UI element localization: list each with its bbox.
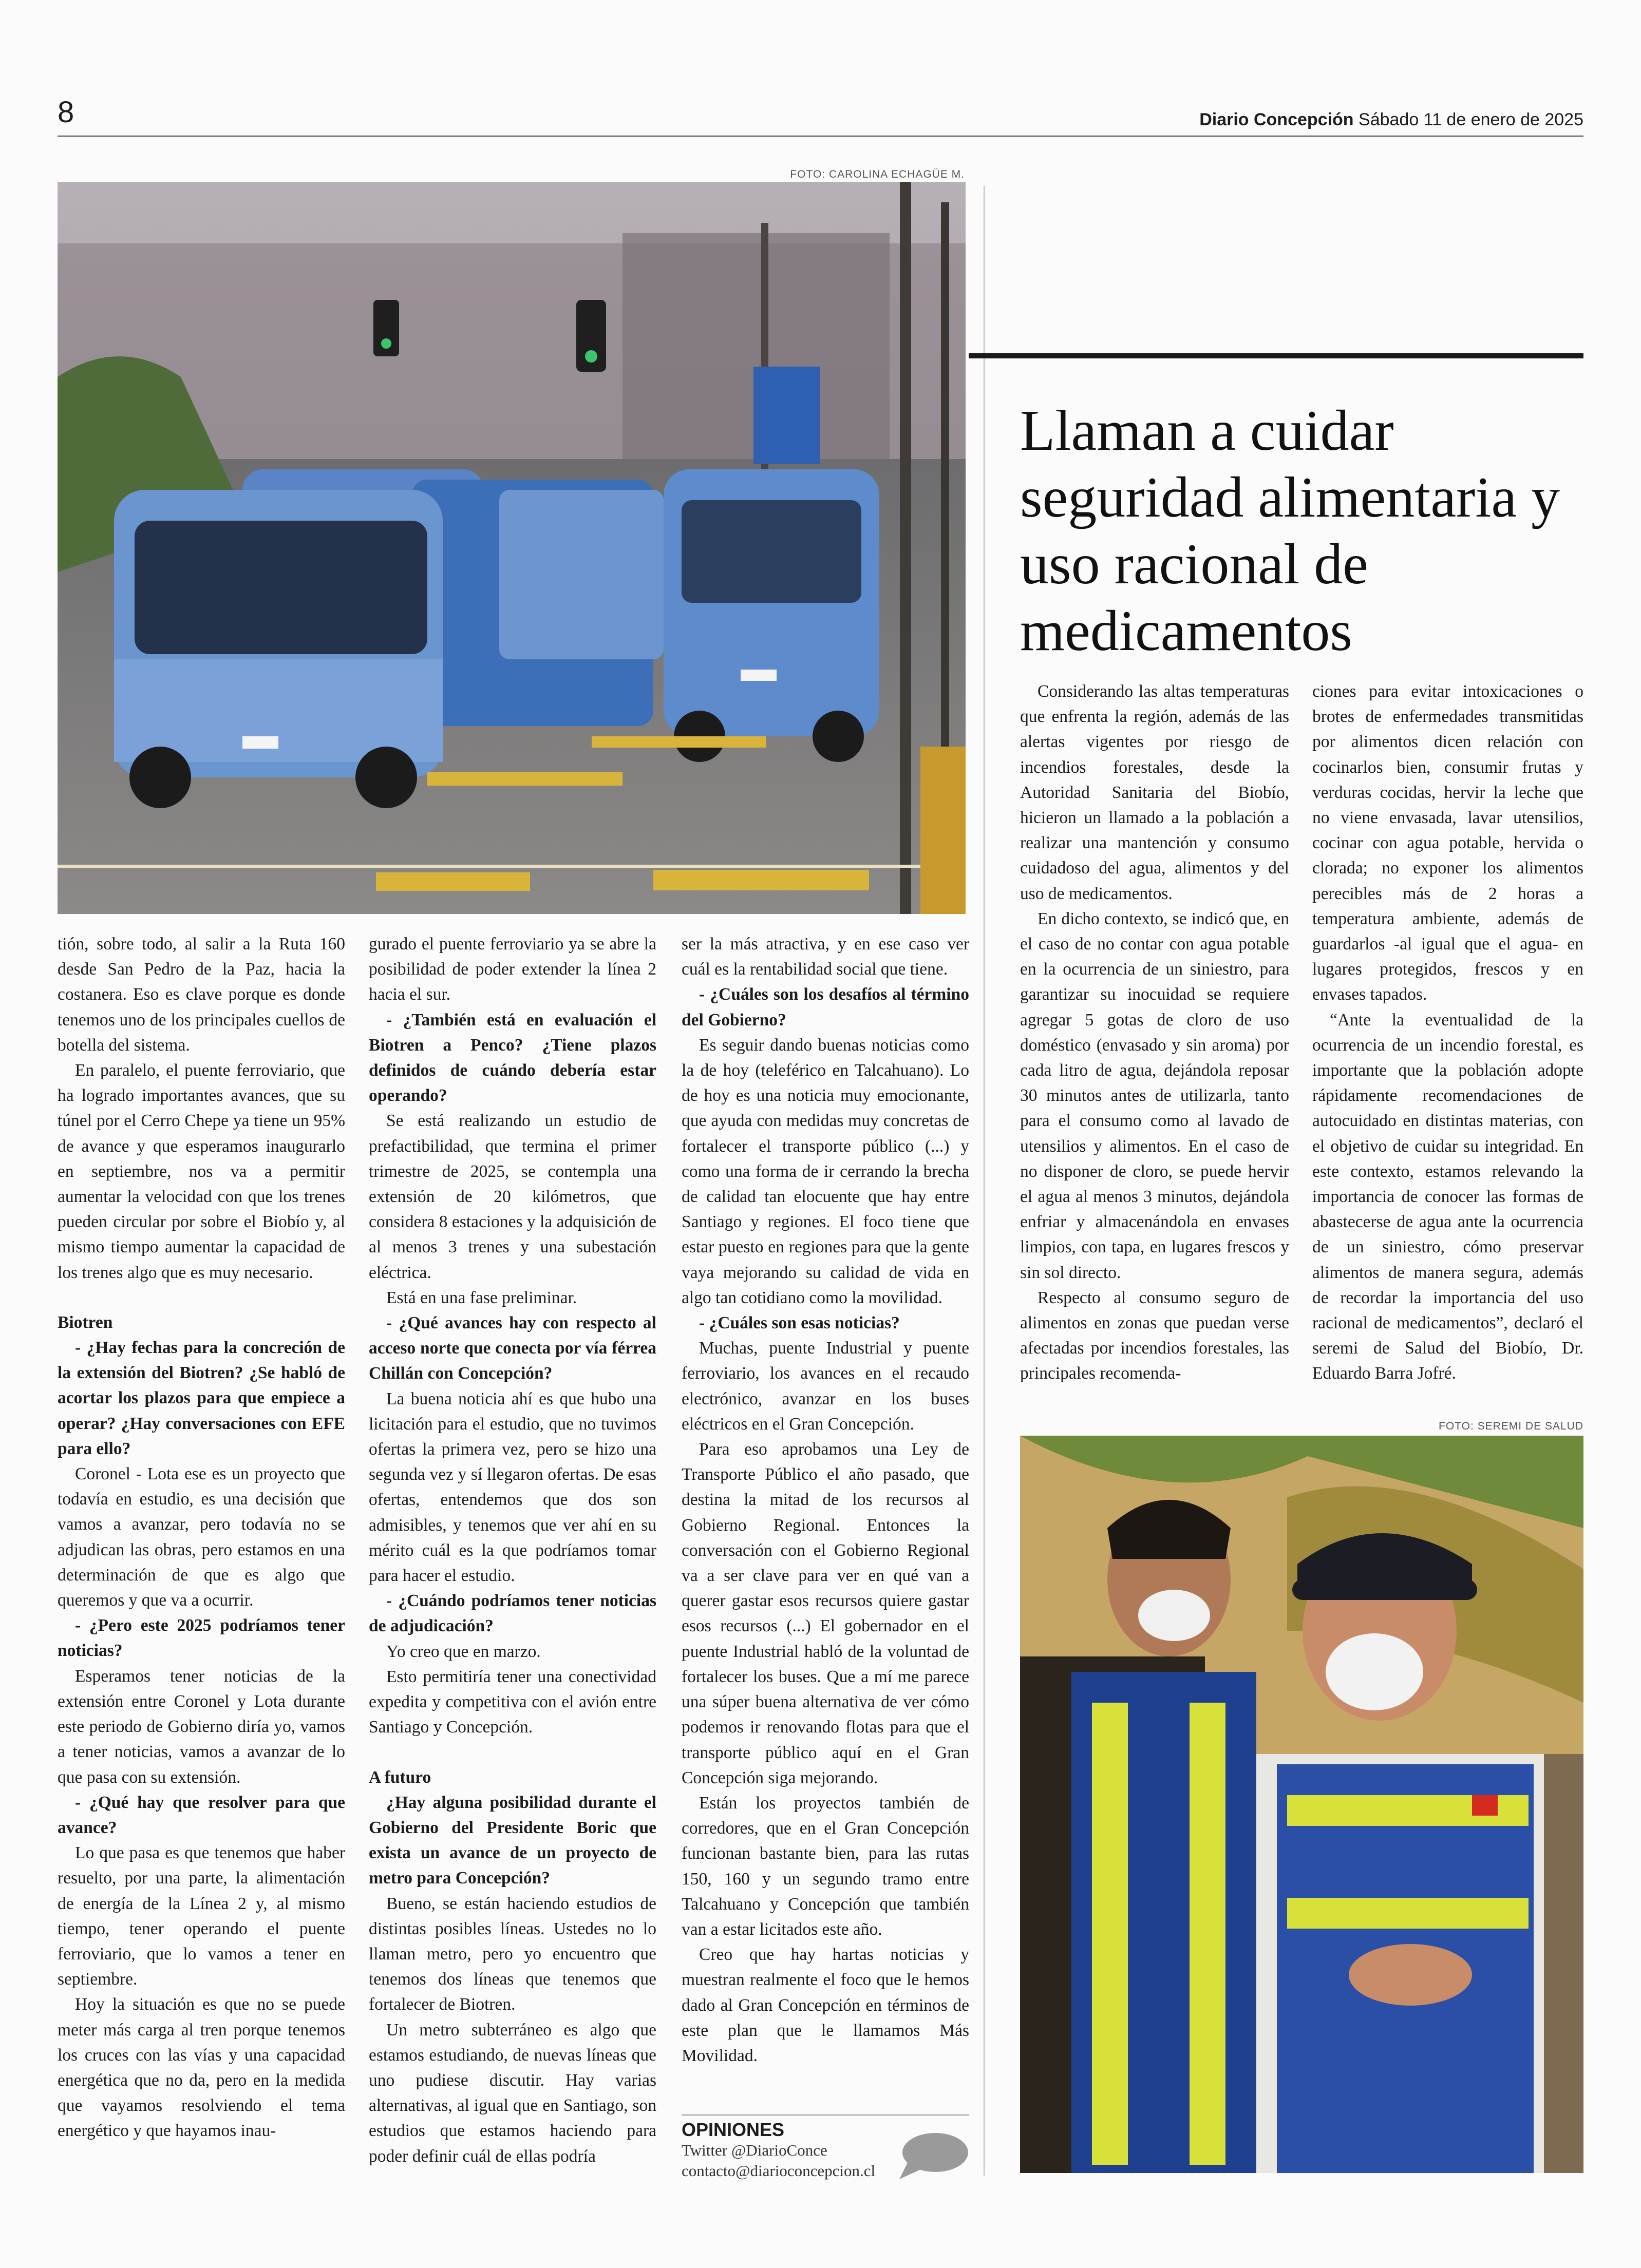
opinion-twitter[interactable]: Twitter @DiarioConce [682,2141,827,2159]
opinion-email[interactable]: contacto@diarioconcepcion.cl [682,2162,876,2180]
bus-photo [58,182,966,914]
article1-col3-question-1: - ¿Cuáles son los desafíos al término del Gobierno? [682,985,969,1030]
article1-col1-paragraph-4: Coronel - Lota ese es un proyecto que todavía en estudio, es una decisión que vamos a avanzar, pero todavía no se adjudican las obras, pero estamos en una determinación de que es algo que queremos y que va a ocurrir. [58,1464,345,1610]
article1-col1-paragraph-1: En paralelo, el puente ferroviario, que ha logrado importantes avances, que su túnel por el Cerro Chepe ya tiene un 95% de avance y que esperamos inaugurarlo en septiembre, nos va a permitir aumentar la velocidad con que los trenes pueden circular por sobre el Biobío y, al mismo tiempo aumentar la capacidad de los trenes algo que es muy necesario. [58,1061,345,1282]
article1-col1-subhead-2: Biotren [58,1312,113,1332]
opinion-box [682,2114,969,2181]
article1-col2-paragraph-0: gurado el puente ferroviario ya se abre la posibilidad de poder extender la línea 2 hacia el sur. [369,935,656,1004]
article1-col1-question-5: - ¿Pero este 2025 podríamos tener noticias? [58,1616,345,1661]
article2-col2-paragraph-1: “Ante la eventualidad de la ocurrencia de un incendio forestal, es importante que la población adopte rápidamente recomendaciones de autocuidado en distintas materias, con el objetivo de cuidar su integridad. En este contexto, estamos relevando la importancia de conocer las formas de abastecerse de agua ante la ocurrencia de un siniestro, cómo preservar alimentos de manera segura, además de recordar la importancia del uso racional de medicamentos”, declaró el seremi de Salud del Biobío, Dr. Eduardo Barra Jofré. [1312,1010,1583,1383]
article2-headline: Llaman a cuidar seguridad alimentaria y uso racional de medicamentos [1020,399,1560,663]
article1-column3 [682,931,969,2068]
article1-column2 [369,931,656,2169]
column-divider [984,186,985,2176]
speech-bubble-icon [897,2131,969,2181]
article1-col3-paragraph-5: Para eso aprobamos una Ley de Transporte Público el año pasado, que destina la mitad de los recursos al Gobierno Regional. Entonces la conversación con el Gobierno Regional va a ser clave para ver en qué van a querer gastar esos recursos quiere gastar esos recursos (...) El gobernador en el puente Industrial habló de la voluntad de fortalecer los buses. Que a mí me parece una súper buena alternativa de ver cómo podemos ir renovando flotas para que el transporte público aquí en el Gran Concepción siga mejorando. [682,1440,969,1787]
masthead [1199,110,1583,130]
article1-col2-question-1: - ¿También está en evaluación el Biotren a Penco? ¿Tiene plazos definidos de cuándo debería estar operando? [369,1010,656,1106]
photo2-credit: FOTO: SEREMI DE SALUD [1439,1420,1583,1432]
article1-col1-question-7: - ¿Qué hay que resolver para que avance? [58,1793,345,1837]
article2-col1-paragraph-0: Considerando las altas temperaturas que enfrenta la región, además de las alertas vigentes por riesgo de incendios forestales, desde la Autoridad Sanitaria del Biobío, hicieron un llamado a la población a realizar una mantención y consumo cuidadoso del agua, alimentos y del uso de medicamentos. [1020,682,1289,903]
article1-col2-question-10: ¿Hay alguna posibilidad durante el Gobierno del Presidente Boric que exista un avance de un proyecto de metro para Concepción? [369,1793,656,1888]
photo1-credit: FOTO: CAROLINA ECHAGÜE M. [790,168,965,180]
article1-col1-paragraph-0: tión, sobre todo, al salir a la Ruta 160 desde San Pedro de la Paz, hacia la costanera. Eso es clave porque es donde tenemos uno de los principales cuellos de botella del sistema. [58,935,345,1055]
article1-col2-question-4: - ¿Qué avances hay con respecto al acceso norte que conecta por vía férrea Chillán con Concepción? [369,1313,656,1383]
article1-column1 [58,931,345,2144]
article1-col3-paragraph-4: Muchas, puente Industrial y puente ferroviario, los avances en el recaudo electrónico, avanzar en los buses eléctricos en el Gran Concepción. [682,1339,969,1434]
article1-col2-paragraph-12: Un metro subterráneo es algo que estamos estudiando, de nuevas líneas que uno pudiese discutir. Hay varias alternativas, al igual que en Santiago, son estudios que estamos haciendo para poder definir cuál de ellas podría [369,2020,656,2166]
article1-col2-subhead-9: A futuro [369,1767,431,1787]
article2-col1-paragraph-1: En dicho contexto, se indicó que, en el caso de no contar con agua potable en la ocurrencia de un siniestro, para garantizar su inocuidad se requiere agregar 5 gotas de cloro de uso doméstico (envasado y sin aroma) por cada litro de agua, dejándola reposar 30 minutos antes de utilizarla, tanto para el consumo como al lavado de utensilios y alimentos. En el caso de no disponer de cloro, se puede hervir el agua al menos 3 minutos, dejándola enfriar y almacenándola en envases limpios, con tapa, en lugares frescos y sin sol directo. [1020,909,1289,1282]
article1-col1-question-3: - ¿Hay fechas para la concreción de la extensión del Biotren? ¿Se habló de acortar los plazos para que empiece a operar? ¿Hay conversaciones con EFE para ello? [58,1338,345,1458]
article1-col2-question-6: - ¿Cuándo podríamos tener noticias de adjudicación? [369,1591,656,1636]
article1-col1-paragraph-8: Lo que pasa es que tenemos que haber resuelto, por una parte, la alimentación de energía de la Línea 2 y, al mismo tiempo, tener operando el puente ferroviario, que lo vamos a tener en septiembre. [58,1843,345,1989]
article1-col2-paragraph-2: Se está realizando un estudio de prefactibilidad, que termina el primer trimestre de 2025, se contempla una extensión de 20 kilómetros, que considera 8 estaciones y la adquisición de al menos 3 trenes y una subestación eléctrica. [369,1111,657,1282]
issue-date: Sábado 11 de enero de 2025 [1359,110,1583,129]
article1-col2-paragraph-7: Yo creo que en marzo. [386,1642,541,1661]
article2-col1-paragraph-2: Respecto al consumo seguro de alimentos en zonas que puedan verse afectadas por incendios forestales, las principales recomenda- [1020,1288,1289,1383]
page-number: 8 [58,96,74,129]
article1-col2-paragraph-8: Esto permitiría tener una conectividad expedita y competitiva con el avión entre Santiago y Concepción. [369,1667,656,1737]
article1-col1-paragraph-9: Hoy la situación es que no se puede meter más carga al tren porque tenemos los cruces con las vías y una capacidad energética que no da, pero en la medida que vayamos resolviendo el tema energético y que hayamos inau- [58,1995,345,2141]
article1-col1-paragraph-6: Esperamos tener noticias de la extensión entre Coronel y Lota durante este periodo de Gobierno diría yo, vamos a tener noticias, vamos a avanzar de lo que pasa con su extensión. [58,1666,345,1787]
article1-col2-paragraph-11: Bueno, se están haciendo estudios de distintas posibles líneas. Ustedes no lo llaman metro, pero yo encuentro que tenemos dos líneas que tenemos que fortalecer de Biotren. [369,1894,656,2014]
headline-rule [969,353,1583,358]
article2-col2-paragraph-0: ciones para evitar intoxicaciones o brotes de enfermedades transmitidas por alimentos dicen relación con cocinarlos bien, consumir frutas y verduras cocidas, hervir la leche que no viene envasada, lavar utensilios, cocinar con agua potable, hervida o clorada; no exponer los alimentos perecibles más de 2 horas a temperatura ambiente, además de guardarlos -al igual que el agua- en lugares protegidos, frescos y en envases tapados. [1312,682,1583,1004]
article1-col2-paragraph-3: Está en una fase preliminar. [386,1288,577,1307]
health-official-photo-image [1020,1436,1583,2173]
article1-col3-paragraph-6: Están los proyectos también de corredores, que en el Gran Concepción funcionan bastante bien, para las rutas 150, 160 y un segundo tramo entre Talcahuano y Concepción que también van a estar licitados este año. [682,1793,969,1939]
article1-col2-paragraph-5: La buena noticia ahí es que hubo una licitación para el estudio, que no tuvimos ofertas la primera vez, pero se hizo una segunda vez y sí llegaron ofertas. De esas ofertas, entendemos que dos son admisibles, y tenemos que ver ahí en su mérito cuál es la que podríamos tomar para hacer el estudio. [369,1389,656,1586]
article1-col3-paragraph-0: ser la más atractiva, y en ese caso ver cuál es la rentabilidad social que tiene. [682,935,969,979]
bus-photo-image [58,182,966,914]
article1-col3-paragraph-2: Es seguir dando buenas noticias como la de hoy (teleférico en Talcahuano). Lo de hoy es una noticia muy emocionante, que ayuda con medidas muy concretas de fortalecer el transporte público (...) y como una forma de ir cerrando la brecha de calidad tan elocuente que hay entre Santiago y regiones. El foco tiene que estar puesto en regiones para que la gente vaya mejorando su calidad de vida en algo tan cotidiano como la movilidad. [682,1035,969,1307]
health-official-photo [1020,1436,1583,2173]
article2-column2 [1312,679,1583,1386]
header-rule [58,136,1583,137]
opinion-title: OPINIONES [682,2119,785,2140]
article1-col3-question-3: - ¿Cuáles son esas noticias? [699,1313,900,1333]
article1-col3-paragraph-7: Creo que hay hartas noticias y muestran realmente el foco que le hemos dado al Gran Concepción en términos de este plan que le llamamos Más Movilidad. [682,1945,969,2065]
paper-name: Diario Concepción [1199,110,1354,129]
article2-column1 [1020,679,1289,1386]
